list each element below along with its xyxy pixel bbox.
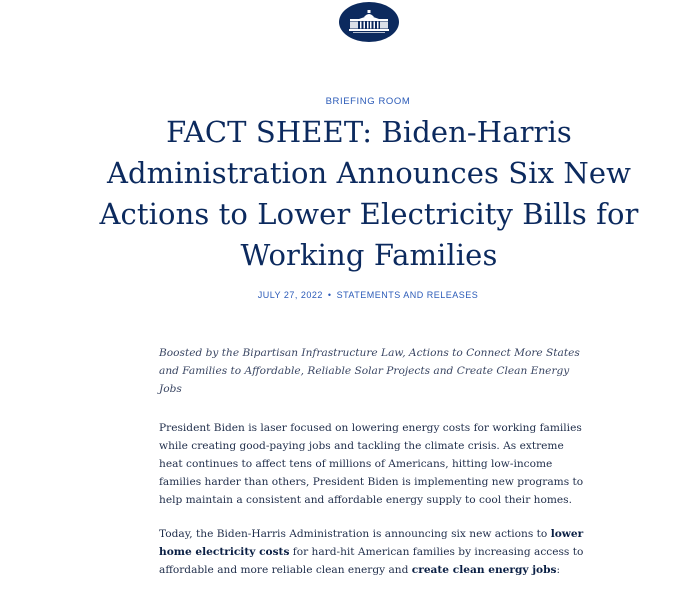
article-paragraph: President Biden is laser focused on lowering energy costs for working families while creating good-paying jobs and tackling the climate crisis. As extreme heat continues to affect tens of millions of Americans, hitting low-income families harder than others, President Biden is implementing new programs to help maintain a consistent and affordable energy supply to cool their homes.	[159, 422, 584, 506]
bold-phrase: create clean energy jobs	[411, 564, 557, 576]
paragraph-text: :	[556, 564, 561, 576]
publish-date: JULY 27, 2022	[257, 290, 323, 300]
article-subhead: Boosted by the Bipartisan Infrastructure Law, Actions to Connect More States and Families to Affordable, Reliable Solar Projects and Create Clean Energy Jobs	[159, 347, 580, 395]
article-body	[159, 344, 589, 595]
category-link[interactable]: STATEMENTS AND RELEASES	[336, 290, 479, 300]
meta-separator: •	[327, 290, 332, 300]
paragraph-text: Today, the Biden-Harris Administration is announcing six new actions to	[159, 528, 551, 540]
bold-phrase: lower home electricity costs	[159, 528, 584, 558]
white-house-logo[interactable]	[339, 2, 399, 42]
page-title: FACT SHEET: Biden-Harris Administration Announces Six New Actions to Lower Electricity Bills for Working Families	[99, 115, 639, 272]
article-meta	[0, 290, 700, 300]
article-paragraph	[159, 525, 589, 579]
white-house-seal-icon	[347, 9, 391, 35]
briefing-room-link[interactable]: BRIEFING ROOM	[325, 96, 411, 107]
paragraph-text: for hard-hit American families by increasing access to affordable and more reliable clean energy and	[159, 546, 584, 576]
